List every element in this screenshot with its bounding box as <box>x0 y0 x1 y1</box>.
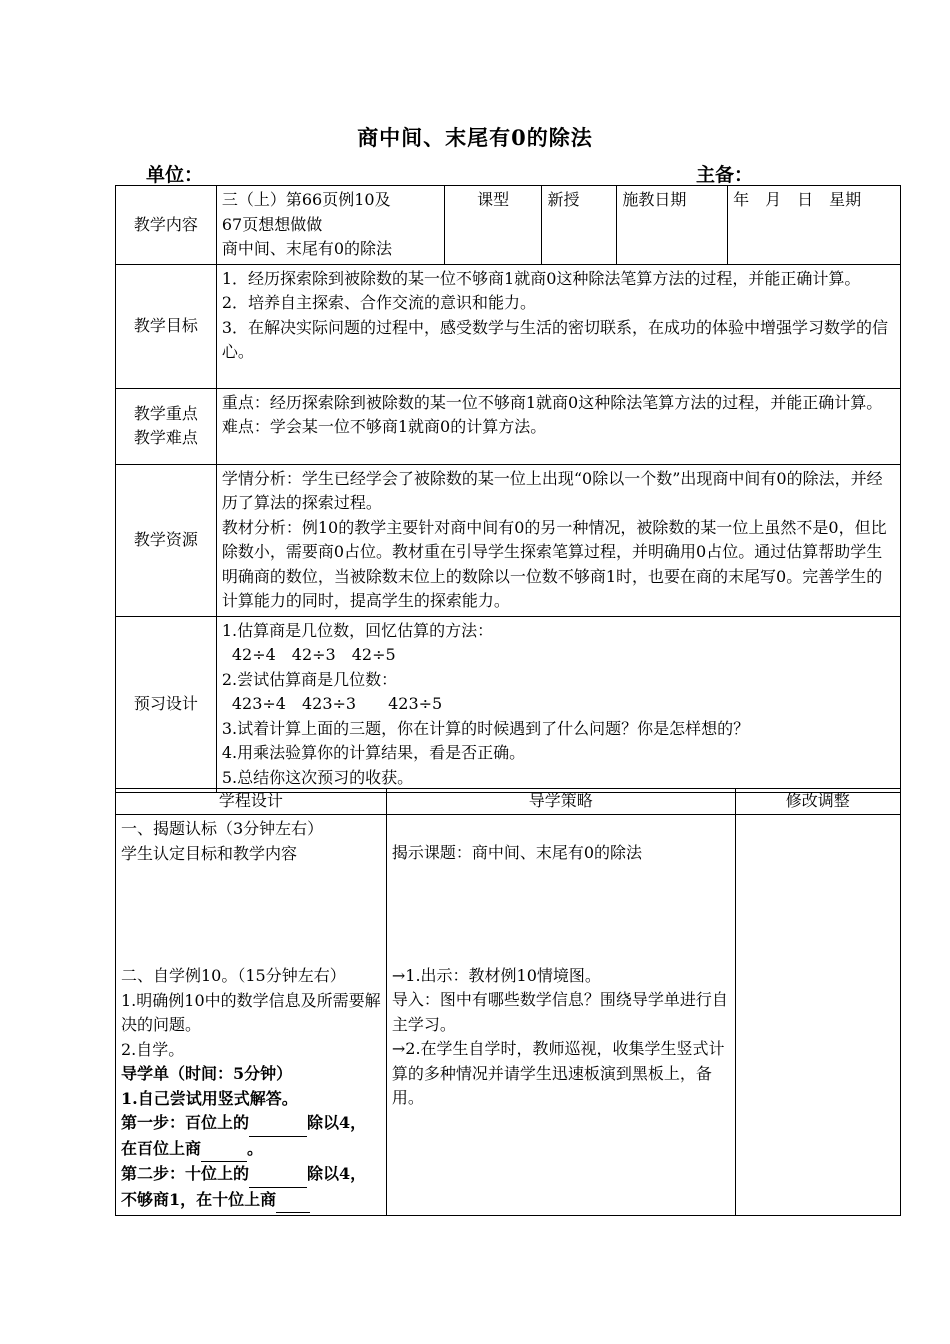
col-adjust-header: 修改调整 <box>735 789 900 815</box>
key-label: 教学重点 <box>133 403 198 423</box>
content-label: 教学内容 <box>116 186 217 265</box>
worksheet-title: 导学单（时间：5分钟） <box>121 1064 293 1083</box>
key-points-row <box>116 388 901 464</box>
preview-line: 423÷4 423÷3 423÷5 <box>231 694 443 713</box>
key-points-content <box>216 388 900 464</box>
strategy1-text: 揭示课题：商中间、末尾有0的除法 <box>391 843 643 862</box>
strategy2-item: →1.出示：教材例10情境图。 <box>391 965 601 985</box>
col-process-header: 学程设计 <box>116 789 387 815</box>
difficulty-text: 难点：学会某一位不够商1就商0的计算方法。 <box>221 417 547 436</box>
textbook-analysis: 教材分析：例10的教学主要针对商中间有0的另一种情况，被除数的某一位上虽然不是0，但比除数小，需要商0占位。教材重在引导学生探索笔算过程，并明确用0占位。通过估算帮助学生明确商的数位，当被除数末位上的数除以一位数不够商1时，也要在商的末尾写0。完善学生的计算能力的同时，提高学生的探索能力。 <box>221 517 887 610</box>
content-line: 67页想想做做 <box>221 214 323 234</box>
preview-content <box>216 616 900 793</box>
spacer <box>392 866 730 964</box>
key-point-text: 重点：经历探索除到被除数的某一位不够商1就商0这种除法笔算方法的过程，并能正确计算。 <box>221 392 883 412</box>
design-header-row <box>116 789 901 815</box>
learning-analysis: 学情分析：学生已经学会了被除数的某一位上出现“0除以一个数”出现商中间有0的除法，并经历了算法的探索过程。 <box>221 468 883 512</box>
answer-blank[interactable] <box>201 1137 247 1163</box>
resources-content <box>216 464 900 616</box>
content-line: 三（上）第66页例10及 <box>221 190 391 209</box>
resources-row <box>116 464 901 616</box>
answer-blank[interactable] <box>249 1111 307 1137</box>
author-label: 主备： <box>696 164 754 186</box>
step2-title: 二、自学例10。（15分钟左右） <box>121 966 346 985</box>
goal-item: 3．在解决实际问题的过程中，感受数学与生活的密切联系，在成功的体验中增强学习数学的信心。 <box>221 317 889 361</box>
preview-line: 4.用乘法验算你的计算结果，看是否正确。 <box>221 743 526 762</box>
ws-step1-text: 除以4，在百位上商 <box>121 1113 367 1158</box>
goals-label: 教学目标 <box>116 264 217 388</box>
spacer <box>121 866 381 964</box>
process-cell <box>116 815 387 1216</box>
strategy2-item: 导入：图中有哪些数学信息？围绕导学单进行自主学习。 <box>391 990 728 1034</box>
lesson-info-table <box>115 185 901 793</box>
step2-item: 2.自学。 <box>121 1039 185 1059</box>
step1-title: 一、揭题认标（3分钟左右） <box>121 819 324 838</box>
design-body-row <box>116 815 901 1216</box>
unit-label: 单位： <box>146 164 204 186</box>
goals-row <box>116 264 901 388</box>
preview-row <box>116 616 901 793</box>
preview-line: 2.尝试估算商是几位数： <box>221 669 398 689</box>
step2-item: 1.明确例10中的数学信息及所需要解决的问题。 <box>121 990 381 1034</box>
key-points-label <box>116 388 217 464</box>
ws-step2-text: 除以4，不够商1，在十位上商 <box>121 1164 367 1209</box>
strategy2-item: →2.在学生自学时，教师巡视，收集学生竖式计算的多种情况并请学生迅速板演到黑板上，备用。 <box>391 1039 725 1107</box>
worksheet-step2 <box>121 1162 381 1213</box>
col-strategy-header: 导学策略 <box>386 789 735 815</box>
preview-label: 预习设计 <box>116 616 217 793</box>
content-line: 商中间、末尾有0的除法 <box>221 239 393 258</box>
ws-step2-text: 第二步：十位上的 <box>121 1164 250 1183</box>
spacer <box>392 817 730 841</box>
goal-item: 1．经历探索除到被除数的某一位不够商1就商0这种除法笔算方法的过程，并能正确计算。 <box>221 268 861 288</box>
goal-item: 2．培养自主探索、合作交流的意识和能力。 <box>221 293 537 312</box>
worksheet-item: 1.自己尝试用竖式解答。 <box>121 1088 298 1108</box>
design-table <box>115 788 901 1216</box>
goals-content <box>216 264 900 388</box>
date-value: 年 月 日 星期 <box>728 186 901 265</box>
strategy-cell <box>386 815 735 1216</box>
ws-step1-text: 第一步：百位上的 <box>121 1113 250 1132</box>
content-row <box>116 186 901 265</box>
answer-blank[interactable] <box>276 1188 310 1214</box>
preview-line: 42÷4 42÷3 42÷5 <box>231 645 396 664</box>
answer-blank[interactable] <box>249 1162 307 1188</box>
preview-line: 5.总结你这次预习的收获。 <box>221 767 414 787</box>
preview-line: 3.试着计算上面的三题，你在计算的时候遇到了什么问题？你是怎样想的？ <box>221 718 750 738</box>
content-value <box>216 186 444 265</box>
adjust-cell[interactable] <box>735 815 900 1216</box>
difficulty-label: 教学难点 <box>133 428 198 447</box>
type-value: 新授 <box>542 186 617 265</box>
resources-label: 教学资源 <box>116 464 217 616</box>
type-label: 课型 <box>444 186 542 265</box>
date-label: 施教日期 <box>617 186 728 265</box>
page-title: 商中间、末尾有0的除法 <box>357 125 593 150</box>
preview-line: 1.估算商是几位数，回忆估算的方法： <box>221 620 494 640</box>
worksheet-step1 <box>121 1111 381 1162</box>
ws-step1-text: 。 <box>247 1138 264 1158</box>
step1-text: 学生认定目标和教学内容 <box>121 843 298 863</box>
